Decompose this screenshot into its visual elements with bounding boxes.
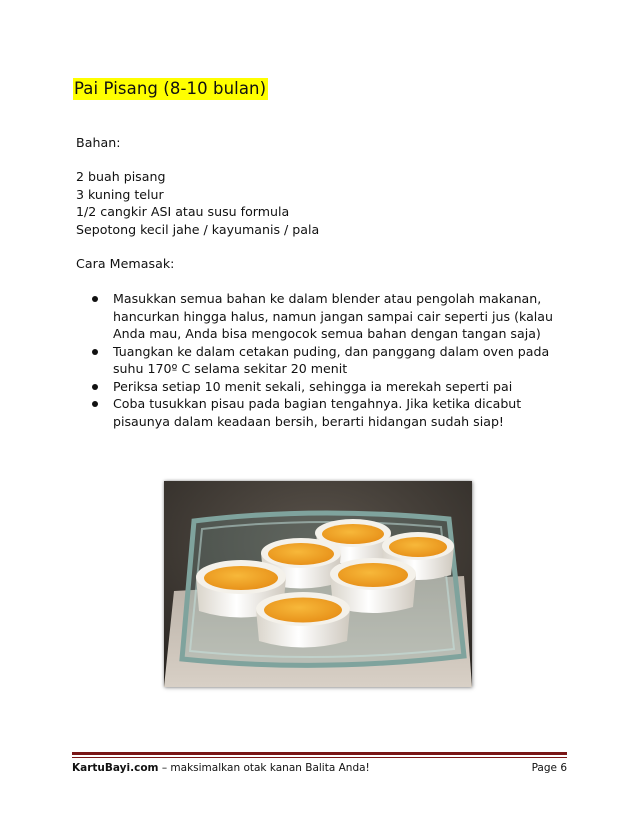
method-step-text: Coba tusukkan pisau pada bagian tengahnya. Jika ketika dicabut pisaunya dalam keadaan bersih, berarti hidangan sudah siap! [113, 396, 522, 429]
footer-tagline: – maksimalkan otak kanan Balita Anda! [158, 762, 370, 774]
footer-brand: KartuBayi.com [72, 762, 159, 774]
bullet-icon [92, 349, 98, 355]
recipe-photo [164, 481, 472, 687]
footer-divider [72, 757, 567, 758]
footer-credit [72, 761, 370, 775]
method-step [92, 343, 572, 378]
footer-divider [72, 752, 567, 755]
ingredients-list [76, 168, 319, 238]
ingredient-item: 1/2 cangkir ASI atau susu formula [76, 204, 290, 219]
ingredient-item: 3 kuning telur [76, 186, 164, 202]
banana-pie-photo-illustration [164, 481, 472, 687]
method-heading: Cara Memasak: [76, 256, 175, 271]
method-step-text: Periksa setiap 10 menit sekali, sehingga ia merekah seperti pai [113, 378, 513, 394]
recipe-title: Pai Pisang (8-10 bulan) [74, 79, 267, 98]
ramekin [256, 592, 350, 648]
method-step [92, 290, 572, 343]
bullet-icon [92, 296, 98, 302]
method-step [92, 395, 572, 430]
method-steps-list [92, 290, 572, 430]
ingredient-item: Sepotong kecil jahe / kayumanis / pala [76, 221, 320, 237]
ingredients-heading: Bahan: [76, 135, 121, 150]
method-step-text: Masukkan semua bahan ke dalam blender atau pengolah makanan, hancurkan hingga halus, namun jangan sampai cair seperti jus (kalau Anda mau, Anda bisa mengocok semua bahan dengan tangan saja) [113, 291, 553, 341]
page-number: Page 6 [531, 762, 567, 774]
bullet-icon [92, 401, 98, 407]
ingredient-item: 2 buah pisang [76, 169, 166, 184]
method-step [92, 378, 572, 396]
method-step-text: Tuangkan ke dalam cetakan puding, dan panggang dalam oven pada suhu 170º C selama sekitar 20 menit [113, 343, 550, 376]
bullet-icon [92, 384, 98, 390]
